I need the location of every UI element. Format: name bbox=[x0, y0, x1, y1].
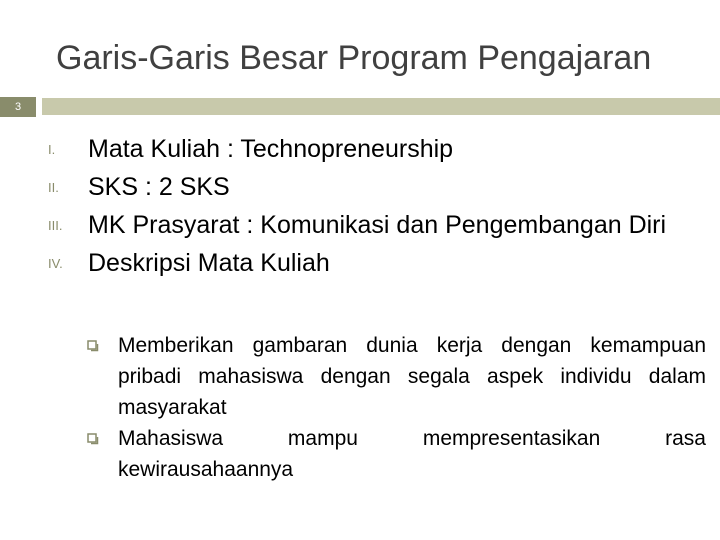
sub-list-item-text: Mahasiswa mampu mempresentasikan rasa kewirausahaannya bbox=[118, 427, 706, 481]
list-item-text: MK Prasyarat : Komunikasi dan Pengembangan Diri bbox=[88, 211, 667, 239]
list-item-text: Deskripsi Mata Kuliah bbox=[88, 249, 330, 277]
title-bar bbox=[0, 97, 720, 117]
sub-list-item bbox=[84, 423, 706, 485]
list-item bbox=[48, 244, 708, 282]
list-item-number: III. bbox=[48, 218, 63, 233]
sub-list bbox=[84, 330, 706, 485]
list-item bbox=[48, 168, 708, 206]
hollow-square-bullet-icon bbox=[87, 433, 99, 445]
sub-list-item-text: Memberikan gambaran dunia kerja dengan kemampuan pribadi mahasiswa dengan segala aspek individu dalam masyarakat bbox=[118, 334, 706, 419]
list-item-number: IV. bbox=[48, 256, 63, 271]
list-item-text: SKS : 2 SKS bbox=[88, 173, 230, 201]
sub-list-item bbox=[84, 330, 706, 423]
list-item bbox=[48, 130, 708, 168]
main-list bbox=[48, 130, 708, 282]
list-item-number: I. bbox=[48, 142, 56, 157]
list-item-number: II. bbox=[48, 180, 59, 195]
hollow-square-bullet-icon bbox=[87, 340, 99, 352]
slide-title: Garis-Garis Besar Program Pengajaran bbox=[56, 39, 652, 77]
list-item-text: Mata Kuliah : Technopreneurship bbox=[88, 135, 454, 163]
slide-number: 3 bbox=[0, 97, 36, 117]
list-item bbox=[48, 206, 708, 244]
title-underline-bar bbox=[42, 98, 720, 115]
